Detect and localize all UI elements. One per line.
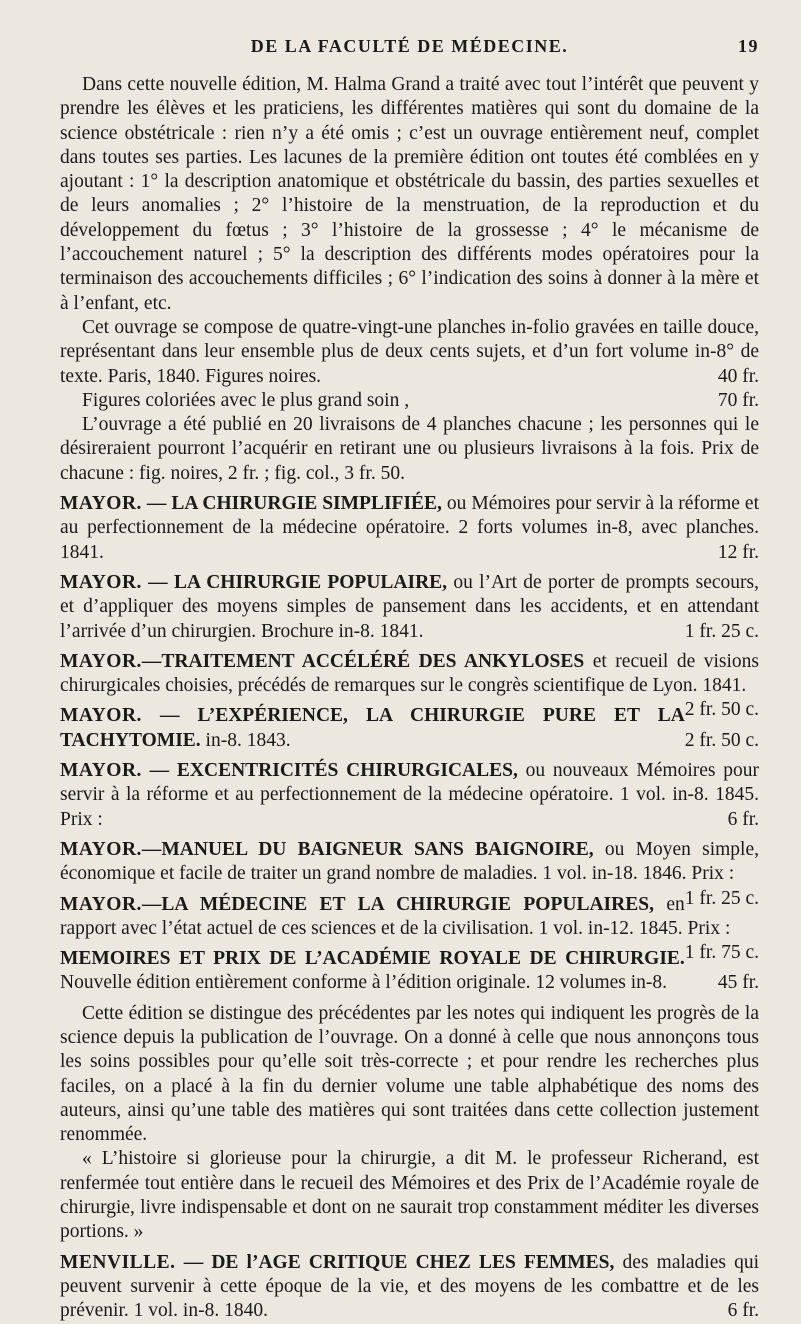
intro-paragraph-2-price: 40 fr. — [717, 365, 759, 387]
entry-price: 2 fr. 50 c. — [684, 699, 759, 721]
entry-price: 6 fr. — [727, 1300, 759, 1322]
entry-author: MENVILLE. — [60, 1251, 176, 1273]
entry-body: et recueil de visions chirurgicales choisies, précédés de remarques sur le congrès scientifique de Lyon. 1841. — [60, 650, 759, 697]
catalog-entry — [60, 650, 759, 721]
entry-body: Nouvelle édition entièrement conforme à l’édition originale. 12 volumes in-8. — [60, 972, 668, 994]
catalog-entry — [60, 759, 759, 832]
entry-body: en rapport avec l’état actuel de ces sciences et de la civilisation. 1 vol. in-12. 1845. Prix : — [60, 893, 731, 939]
running-header — [60, 36, 759, 57]
entry-price: 45 fr. — [717, 972, 759, 994]
catalog-entry — [60, 492, 759, 565]
entry-price: 2 fr. 50 c. — [684, 729, 759, 751]
entry-author: MAYOR. — [60, 838, 142, 860]
intro-paragraph-4: L’ouvrage a été publié en 20 livraisons de 4 planches chacune ; les personnes qui le désireraient pourront l’acquérir en retirant une ou plusieurs livraisons à la fois. Prix de chacune : fig. noires, 2 fr. ; fig. col., 3 fr. 50. — [60, 414, 759, 484]
catalog-entry-menville — [60, 1251, 759, 1324]
catalog-entries — [60, 492, 759, 996]
entry-author: MAYOR. — [60, 571, 142, 593]
entry-title: — LA CHIRURGIE SIMPLIFIÉE, — [141, 493, 442, 515]
entry-body: ou l’Art de porter de prompts secours, et d’appliquer des moyens simples de pansement dans les accidents, et en attendant l’arrivée d’un chirurgien. Brochure in-8. 1841. — [60, 571, 759, 642]
entry-price: 12 fr. — [717, 541, 759, 563]
entry-price: 1 fr. 25 c. — [684, 887, 759, 909]
entry-author: MAYOR. — [60, 760, 142, 782]
page-number: 19 — [738, 36, 759, 56]
entry-title: —TRAITEMENT ACCÉLÉRÉ DES ANKYLOSES — [141, 650, 585, 672]
entry-body: ou Mémoires pour servir à la réforme et au perfectionnement de la médecine opératoire. 2 forts volumes in-8, avec planches. 1841. — [60, 493, 760, 563]
entry-body: in-8. 1843. — [200, 729, 291, 751]
entry-title: — LA CHIRURGIE POPULAIRE, — [141, 571, 448, 593]
memoires-note-1: Cette édition se distingue des précédentes par les notes qui indiquent les progrès de la science depuis la publication de l’ouvrage. On a donné à celle que nous annonçons tous les soins possibles pour qu’elle soit très-correcte ; et pour rendre les recherches plus faciles, on a placé à la fin du dernier volume une table alphabétique des noms des auteurs, ainsi qu’une table des matières qui sont traitées dans cette collection justement renommée. — [60, 1002, 759, 1146]
intro-paragraph-3-price: 70 fr. — [717, 389, 759, 411]
entry-price: 1 fr. 75 c. — [684, 942, 759, 964]
entry-title: —MANUEL DU BAIGNEUR SANS BAIGNOIRE, — [141, 838, 594, 860]
entry-title: —LA MÉDECINE ET LA CHIRURGIE POPULAIRES, — [141, 893, 654, 915]
intro-paragraph-3 — [60, 389, 759, 413]
catalog-entry — [60, 571, 759, 644]
entry-author: MAYOR. — [60, 493, 142, 515]
running-title: DE LA FACULTÉ DE MÉDECINE. — [250, 36, 569, 56]
entry-body: ou Moyen simple, économique et facile de traiter un grand nombre de maladies. 1 vol. in-18. 1846. Prix : — [60, 838, 759, 885]
entry-body: des maladies qui peuvent survenir à cette époque de la vie, et des moyens de les combattre et de les prévenir. 1 vol. in-8. 1840. — [60, 1251, 760, 1322]
catalog-entry — [60, 947, 759, 996]
entry-price: 6 fr. — [727, 808, 759, 830]
entry-title: — L’EXPÉRIENCE, LA CHIRURGIE PURE ET LA TACHYTOMIE. — [60, 705, 685, 751]
intro-paragraph-2 — [60, 316, 759, 389]
intro-paragraph-2-text: Cet ouvrage se compose de quatre-vingt-une planches in-folio gravées en taille douce, représentant dans leur ensemble plus de deux cents sujets, et d’un fort volume in-8° de texte. Paris, 1840. Figures noires. — [60, 316, 759, 387]
memoires-note-2: « L’histoire si glorieuse pour la chirurgie, a dit M. le professeur Richerand, est renfermée tout entière dans le recueil des Mémoires et des Prix de l’Académie royale de chirurgie, livre indispensable et dont on ne saurait trop constamment méditer les diverses portions. » — [60, 1148, 759, 1243]
entry-title: MEMOIRES ET PRIX DE L’ACADÉMIE ROYALE DE CHIRURGIE. — [60, 948, 685, 970]
entry-price: 1 fr. 25 c. — [684, 620, 759, 642]
intro-paragraph-1: Dans cette nouvelle édition, M. Halma Grand a traité avec tout l’intérêt que peuvent y prendre les élèves et les praticiens, les différentes matières qui sont du domaine de la science obstétricale : rien n’y a été omis ; c’est un ouvrage entièrement neuf, complet dans toutes ses parties. Les lacunes de la première édition ont toutes été comblées en y ajoutant : 1° la description anatomique et obstétricale du bassin, des parties sexuelles et de leurs anomalies ; 2° l’histoire de la menstruation, de la reproduction et du développement du fœtus ; 3° l’histoire de la grossesse ; 4° le mécanisme de l’accouchement naturel ; 5° la description des différents modes opératoires pour la terminaison des accouchements difficiles ; 6° l’indication des soins à donner à la mère et à l’enfant, etc. — [60, 74, 759, 314]
entry-author: MAYOR. — [60, 893, 142, 915]
entry-author: MAYOR. — [60, 650, 142, 672]
intro-paragraph-3-text: Figures coloriées avec le plus grand soin , — [82, 389, 410, 411]
entry-title: — DE l’AGE CRITIQUE CHEZ LES FEMMES, — [175, 1251, 615, 1273]
entry-title: — EXCENTRICITÉS CHIRURGICALES, — [141, 760, 518, 782]
catalog-entry — [60, 704, 759, 753]
entry-body: ou nouveaux Mémoires pour servir à la réforme et au perfectionnement de la médecine opératoire. 1 vol. in-8. 1845. Prix : — [60, 760, 759, 830]
entry-author: MAYOR. — [60, 705, 142, 727]
